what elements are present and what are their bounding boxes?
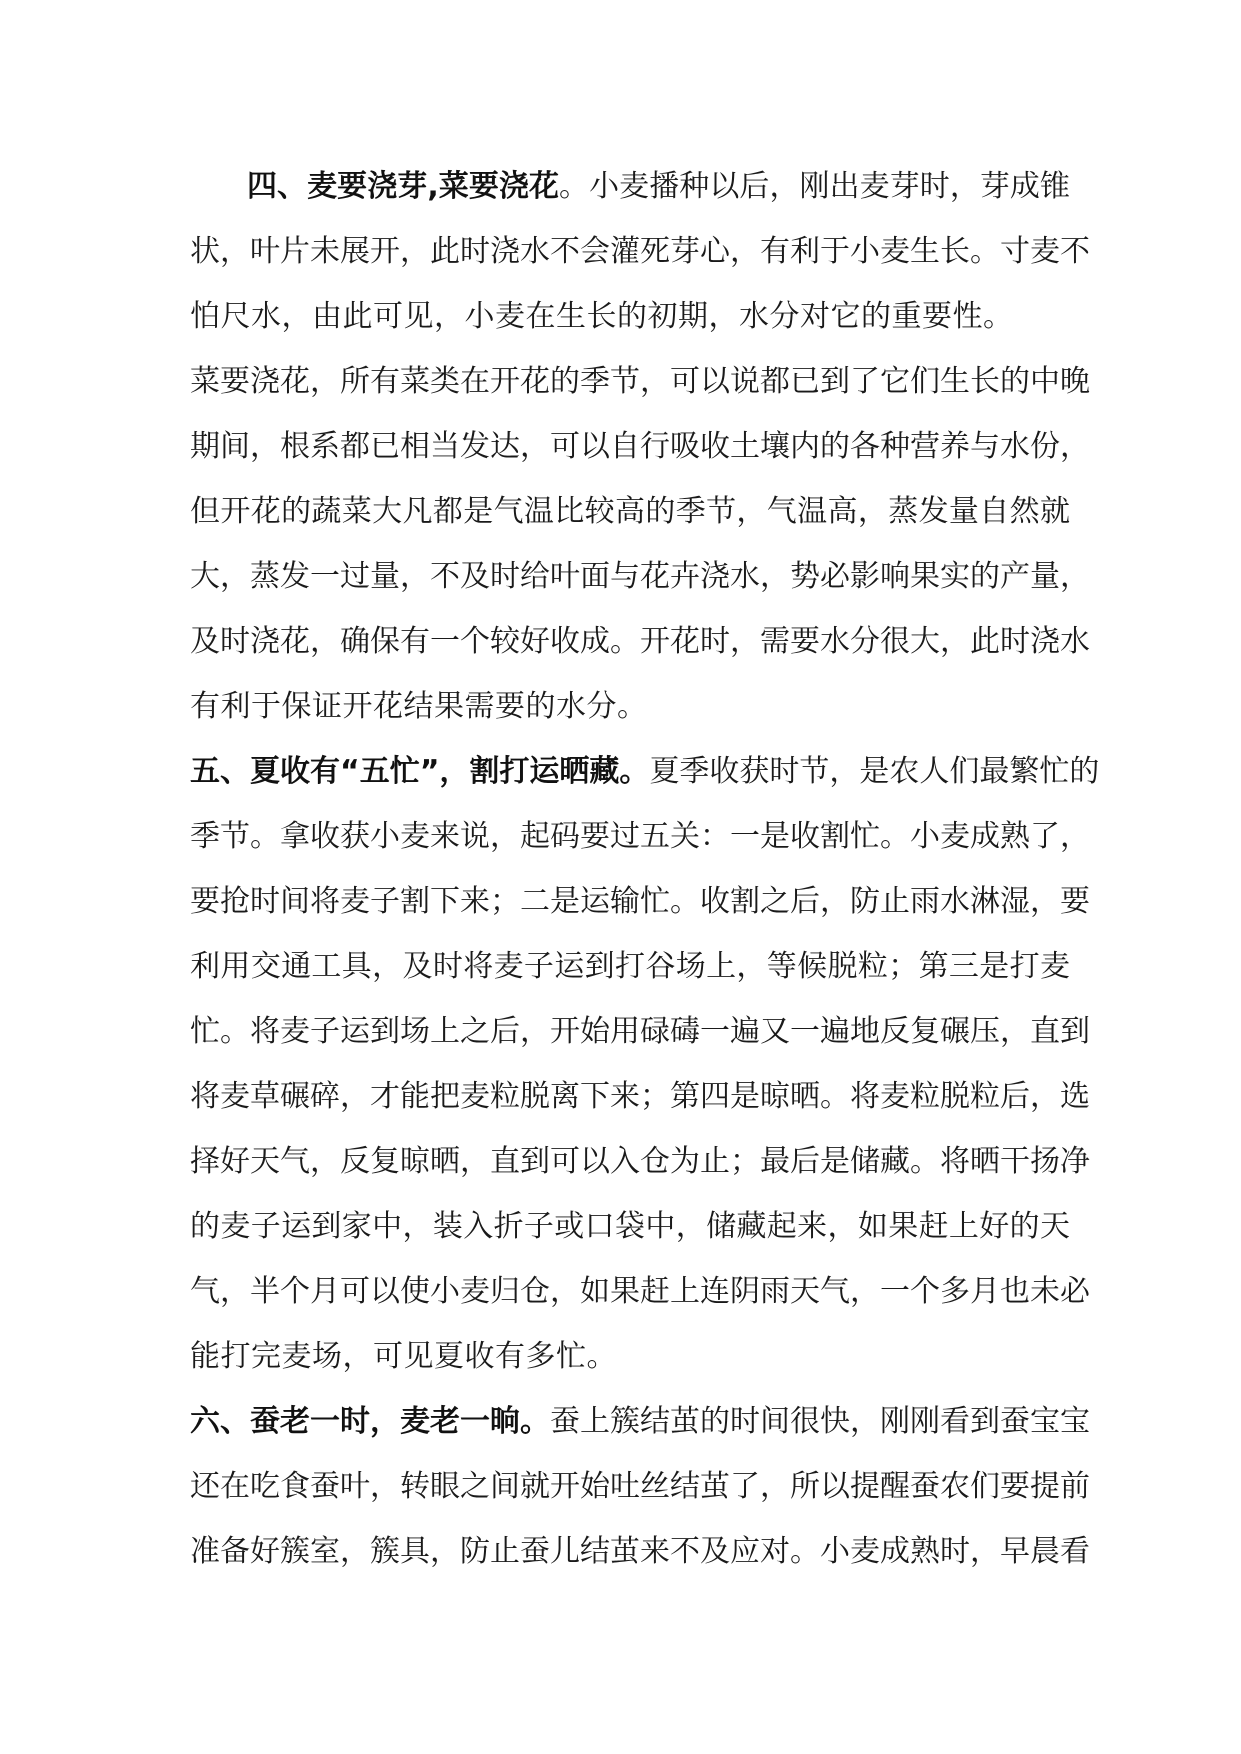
text-line [190, 674, 1070, 739]
text-line [190, 1454, 1090, 1519]
text-line [190, 739, 1100, 804]
paragraph-text: 大，蒸发一过量，不及时给叶面与花卉浇水，势必影响果实的产量， [190, 559, 1090, 594]
text-line [190, 154, 1070, 219]
section-heading: 五、夏收有“五忙”，割打运晒藏。 [190, 754, 650, 789]
text-line [190, 609, 1090, 674]
text-line [190, 1194, 1070, 1259]
paragraph-text: 择好天气，反复晾晒，直到可以入仓为止；最后是储藏。将晒干扬净 [190, 1144, 1090, 1179]
paragraph-text: 期间，根系都已相当发达，可以自行吸收土壤内的各种营养与水份， [190, 429, 1090, 464]
text-line [190, 479, 1070, 544]
paragraph-text: 忙。将麦子运到场上之后，开始用碌碡一遍又一遍地反复碾压，直到 [190, 1014, 1090, 1049]
text-line [190, 1129, 1090, 1194]
text-line [190, 804, 1090, 869]
text-line [190, 1389, 1090, 1454]
text-line [190, 1259, 1090, 1324]
paragraph-text: 夏季收获时节，是农人们最繁忙的 [649, 754, 1100, 789]
paragraph-text: 准备好簇室，簇具，防止蚕儿结茧来不及应对。小麦成熟时，早晨看 [190, 1534, 1090, 1569]
document-body [190, 154, 1100, 1584]
paragraph-text: 利用交通工具，及时将麦子运到打谷场上，等候脱粒；第三是打麦 [190, 949, 1070, 984]
paragraph-text: 有利于保证开花结果需要的水分。 [190, 689, 648, 724]
text-line [190, 1324, 1070, 1389]
text-line [190, 219, 1090, 284]
paragraph-text: 气，半个月可以使小麦归仓，如果赶上连阴雨天气，一个多月也未必 [190, 1274, 1090, 1309]
paragraph-text: 及时浇花，确保有一个较好收成。开花时，需要水分很大，此时浇水 [190, 624, 1090, 659]
paragraph-text: 能打完麦场，可见夏收有多忙。 [190, 1339, 617, 1374]
section-heading: 六、蚕老一时，麦老一晌。 [190, 1404, 550, 1439]
paragraph-text: 要抢时间将麦子割下来；二是运输忙。收割之后，防止雨水淋湿，要 [190, 884, 1090, 919]
text-line [190, 544, 1090, 609]
text-line [190, 349, 1090, 414]
text-line [190, 934, 1070, 999]
paragraph-text: 的麦子运到家中，装入折子或口袋中，储藏起来，如果赶上好的天 [190, 1209, 1070, 1244]
paragraph-text: 但开花的蔬菜大凡都是气温比较高的季节，气温高，蒸发量自然就 [190, 494, 1070, 529]
text-line [190, 414, 1090, 479]
paragraph-text: 季节。拿收获小麦来说，起码要过五关：一是收割忙。小麦成熟了， [190, 819, 1090, 854]
text-line [190, 999, 1090, 1064]
paragraph-text: 状，叶片未展开，此时浇水不会灌死芽心，有利于小麦生长。寸麦不 [190, 234, 1090, 269]
text-line [190, 1519, 1090, 1584]
text-line [190, 869, 1090, 934]
section-heading: 四、麦要浇芽,菜要浇花 [247, 169, 560, 204]
paragraph-text: 。小麦播种以后，刚出麦芽时，芽成锥 [559, 169, 1070, 204]
paragraph-text: 菜要浇花，所有菜类在开花的季节，可以说都已到了它们生长的中晚 [190, 364, 1090, 399]
paragraph-text: 怕尺水，由此可见，小麦在生长的初期，水分对它的重要性。 [190, 299, 1014, 334]
paragraph-text: 蚕上簇结茧的时间很快，刚刚看到蚕宝宝 [550, 1404, 1090, 1439]
paragraph-text: 将麦草碾碎，才能把麦粒脱离下来；第四是晾晒。将麦粒脱粒后，选 [190, 1079, 1090, 1114]
paragraph-text: 还在吃食蚕叶，转眼之间就开始吐丝结茧了，所以提醒蚕农们要提前 [190, 1469, 1090, 1504]
text-line [190, 284, 1070, 349]
text-line [190, 1064, 1090, 1129]
